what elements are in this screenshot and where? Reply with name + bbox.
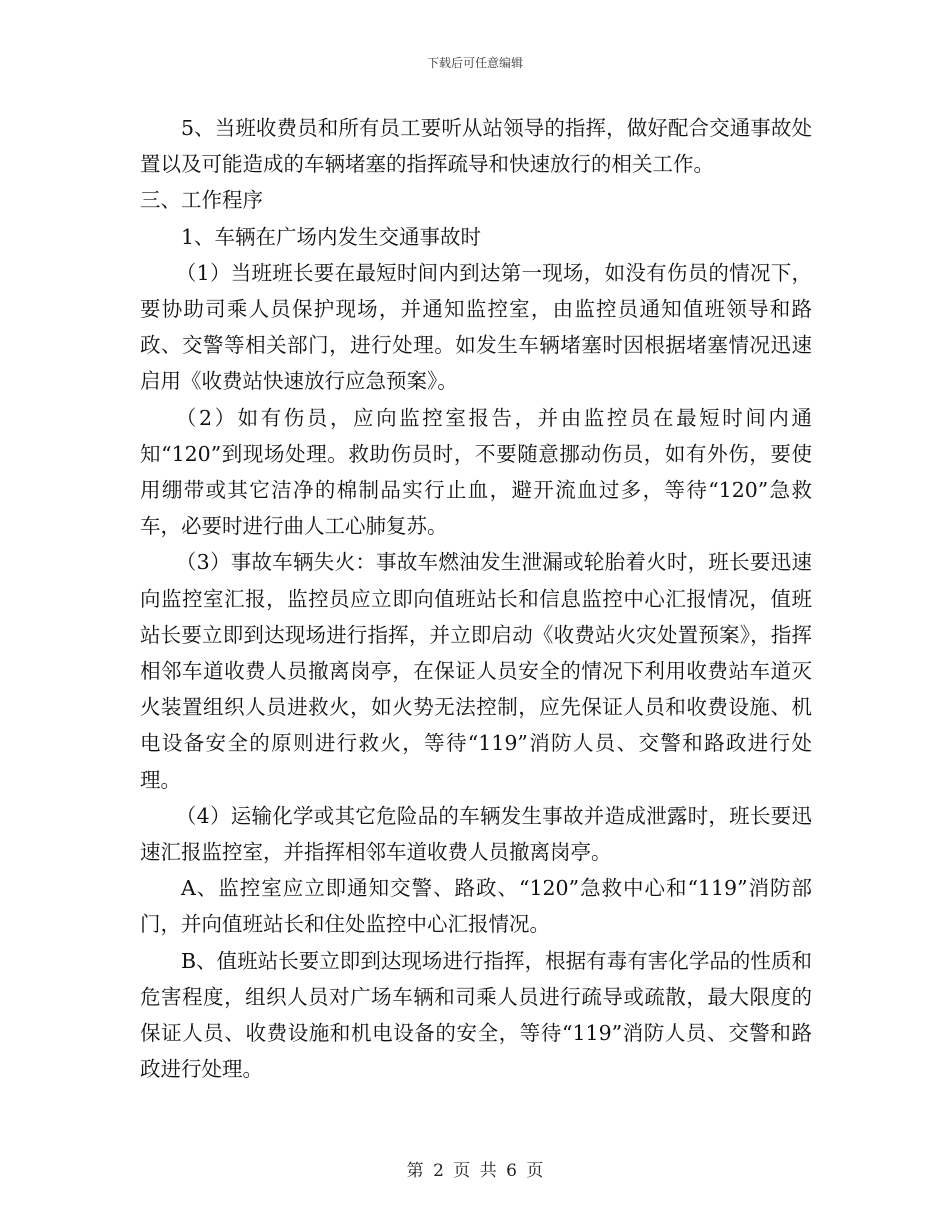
paragraph-step-3: （3）事故车辆失火：事故车燃油发生泄漏或轮胎着火时，班长要迅速向监控室汇报，监控员应立即向值班站长和信息监控中心汇报情况，值班站长要立即到达现场进行指挥，并立即启动《收费站火灾处置预案》，指挥相邻车道收费人员撤离岗亭，在保证人员安全的情况下利用收费站车道灭火装置组织人员进救火，如火势无法控制，应先保证人员和收费设施、机电设备安全的原则进行救火，等待“119”消防人员、交警和路政进行处理。 xyxy=(140,550,812,792)
paragraph-item-b: B、值班站长要立即到达现场进行指挥，根据有毒有害化学品的性质和危害程度，组织人员对广场车辆和司乘人员进行疏导或疏散，最大限度的保证人员、收费设施和机电设备的安全，等待“119”消防人员、交警和路政进行处理。 xyxy=(140,948,812,1082)
subheading-accident-in-plaza: 1、车辆在广场内发生交通事故时 xyxy=(181,224,482,249)
section-heading-work-procedure: 三、工作程序 xyxy=(140,188,263,213)
paragraph-item-5: 5、当班收费员和所有员工要听从站领导的指挥，做好配合交通事故处置以及可能造成的车辆堵塞的指挥疏导和快速放行的相关工作。 xyxy=(140,116,812,177)
paragraph-step-4: （4）运输化学或其它危险品的车辆发生事故并造成泄露时，班长要迅速汇报监控室，并指挥相邻车道收费人员撤离岗亭。 xyxy=(140,803,812,865)
document-body xyxy=(140,110,812,1087)
paragraph-item-a: A、监控室应立即通知交警、路政、“120”急救中心和“119”消防部门，并向值班站长和住处监控中心汇报情况。 xyxy=(140,876,812,937)
paragraph-step-1: （1）当班班长要在最短时间内到达第一现场，如没有伤员的情况下，要协助司乘人员保护现场，并通知监控室，由监控员通知值班领导和路政、交警等相关部门，进行处理。如发生车辆堵塞时因根据堵塞情况迅速启用《收费站快速放行应急预案》。 xyxy=(140,260,812,394)
paragraph-step-2: （2）如有伤员，应向监控室报告，并由监控员在最短时间内通知“120”到现场处理。救助伤员时，不要随意挪动伤员，如有外伤，要使用绷带或其它洁净的棉制品实行止血，避开流血过多，等待“120”急救车，必要时进行曲人工心肺复苏。 xyxy=(140,405,812,539)
page-footer: 第 2 页 共 6 页 xyxy=(406,1161,544,1181)
page-header: 下载后可任意编辑 xyxy=(426,56,523,70)
